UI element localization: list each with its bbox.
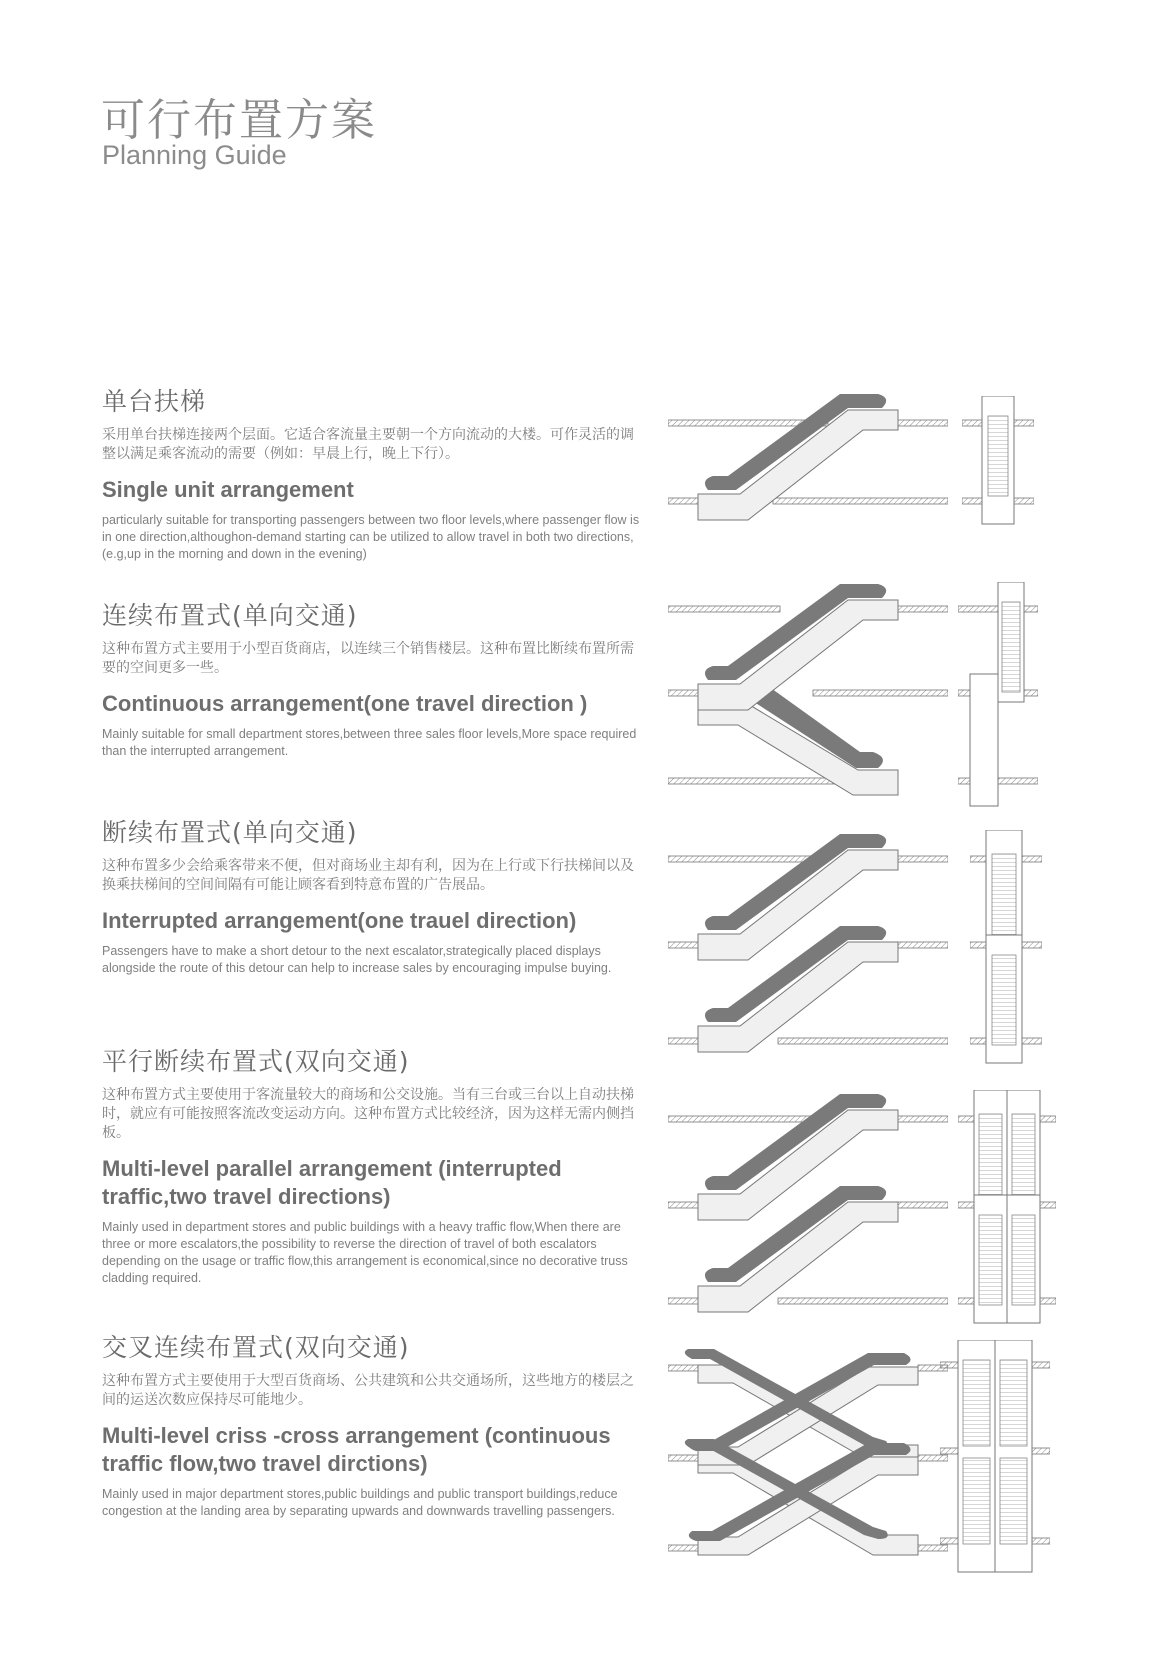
section-title-en: Interrupted arrangement(one trauel direction) [102,908,577,933]
section-interrupted [102,813,647,977]
section-title-en: Multi-level parallel arrangement (interrupted traffic,two travel directions) [102,1156,562,1209]
section-desc-en: particularly suitable for transporting passengers between two floor levels,where passenger flow is in one direction,althoughon-demand starting can be utilized to allow travel in both two directions,(e.g,up in the morning and down in the evening) [102,513,640,561]
section-title-cn: 断续布置式(单向交通) [102,818,358,847]
section-desc-cn: 这种布置方式主要使用于客流量较大的商场和公交设施。当有三台或三台以上自动扶梯时，就应有可能按照客流改变运动方向。这种布置方式比较经济，因为这样无需内侧挡板。 [102,1087,634,1141]
section-title-en: Continuous arrangement(one travel direction ) [102,691,588,716]
section-desc-en: Mainly used in department stores and public buildings with a heavy traffic flow,When there are three or more escalators,the possibility to reverse the direction of travel of both escalators depending on the usage or traffic flow,this arrangement is economical,since no decorative truss cladding required. [102,1220,628,1285]
section-desc-cn: 采用单台扶梯连接两个层面。它适合客流量主要朝一个方向流动的大楼。可作灵活的调整以满足乘客流动的需要（例如：早晨上行，晚上下行）。 [102,427,634,462]
section-desc-cn: 这种布置方式主要使用于大型百货商场、公共建筑和公共交通场所，这些地方的楼层之间的运送次数应保持尽可能地少。 [102,1373,634,1408]
section-title-cn: 连续布置式(单向交通) [102,601,358,630]
section-desc-cn: 这种布置多少会给乘客带来不便，但对商场业主却有利，因为在上行或下行扶梯间以及换乘扶梯间的空间间隔有可能让顾客看到特意布置的广告展品。 [102,858,634,893]
criss-cross-plan-diagram [940,1340,1050,1575]
section-desc-en: Passengers have to make a short detour to the next escalator,strategically placed displays alongside the route of this detour can help to increase sales by encouraging impulse buying. [102,944,612,975]
interrupted-side-diagram [668,830,948,1065]
section-title-en: Single unit arrangement [102,477,354,502]
section-parallel [102,1042,647,1287]
section-single-unit [102,382,647,563]
parallel-plan-diagram [958,1090,1056,1325]
page-subtitle: Planning Guide [102,140,287,170]
section-continuous [102,596,647,760]
continuous-side-diagram [668,580,948,805]
section-title-en: Multi-level criss -cross arrangement (continuous traffic flow,two travel dirctions) [102,1423,611,1476]
single-unit-side-diagram [668,390,948,530]
section-desc-en: Mainly suitable for small department stores,between three sales floor levels,More space required than the interrupted arrangement. [102,727,637,758]
section-title-cn: 单台扶梯 [102,387,207,416]
section-title-cn: 交叉连续布置式(双向交通) [102,1333,410,1362]
section-desc-cn: 这种布置方式主要用于小型百货商店，以连续三个销售楼层。这种布置比断续布置所需要的空间更多一些。 [102,641,634,676]
interrupted-plan-diagram [970,830,1042,1065]
single-unit-plan-diagram [962,396,1034,526]
section-title-cn: 平行断续布置式(双向交通) [102,1047,410,1076]
continuous-plan-diagram [958,582,1038,807]
parallel-side-diagram [668,1090,948,1325]
section-desc-en: Mainly used in major department stores,public buildings and public transport buildings,reduce congestion at the landing area by separating upwards and downwards travelling passengers. [102,1487,618,1518]
criss-cross-side-diagram [668,1345,948,1575]
section-criss-cross [102,1328,647,1520]
page-title: 可行布置方案 [101,95,377,146]
